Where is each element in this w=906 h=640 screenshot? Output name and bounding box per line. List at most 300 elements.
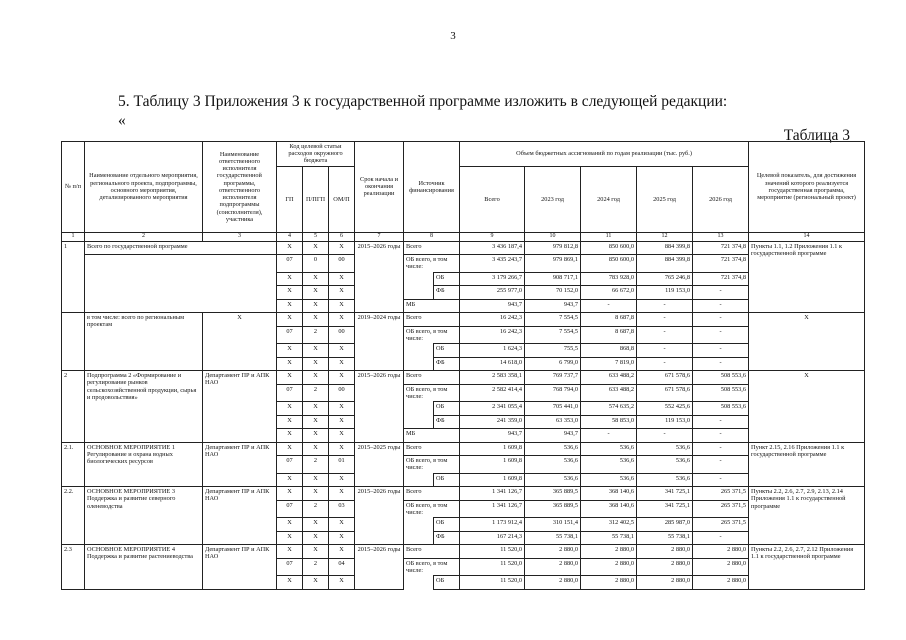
code-om: 00: [329, 326, 355, 343]
value-2024: 2 880,0: [581, 576, 637, 590]
source-indent: [404, 576, 434, 590]
value-total: 1 341 126,7: [460, 487, 525, 501]
code-gp: X: [277, 415, 303, 429]
value-2024: 536,6: [581, 473, 637, 487]
value-total: 167 214,3: [460, 531, 525, 545]
section-heading: 5. Таблицу 3 Приложения 3 к государственной программе изложить в следующей редакции:: [118, 93, 728, 110]
code-ppgp: X: [303, 545, 329, 559]
source: Всего: [404, 371, 460, 385]
value-2023: 70 152,0: [525, 286, 581, 300]
code-ppgp: X: [303, 531, 329, 545]
value-2023: 705 441,0: [525, 402, 581, 416]
code-ppgp: X: [303, 429, 329, 443]
value-2026: -: [693, 429, 749, 443]
source: ОБ всего, в том числе:: [404, 558, 460, 575]
code-gp: X: [277, 272, 303, 286]
row-period: 2015–2025 годы: [355, 442, 404, 486]
hdr-2023: 2023 год: [525, 166, 581, 232]
value-2026: 2 880,0: [693, 576, 749, 590]
table-row: [62, 371, 865, 385]
value-2024: 2 880,0: [581, 558, 637, 575]
value-2026: 721 374,8: [693, 241, 749, 255]
value-2023: 2 880,0: [525, 558, 581, 575]
value-total: 2 341 055,4: [460, 402, 525, 416]
code-gp: X: [277, 371, 303, 385]
value-2024: 2 880,0: [581, 545, 637, 559]
value-total: 241 359,0: [460, 415, 525, 429]
source: ОБ всего, в том числе:: [404, 456, 460, 473]
code-gp: X: [277, 344, 303, 358]
code-om: X: [329, 415, 355, 429]
source-sub: ФБ: [434, 357, 460, 371]
value-2025: -: [637, 357, 693, 371]
value-2024: 633 488,2: [581, 371, 637, 385]
source-indent: [404, 344, 434, 358]
code-ppgp: X: [303, 241, 329, 255]
value-2026: 2 880,0: [693, 545, 749, 559]
page-number: 3: [450, 30, 456, 42]
value-2025: 341 725,1: [637, 500, 693, 517]
row-name: Всего по государственной программе: [85, 241, 277, 255]
code-om: 01: [329, 456, 355, 473]
code-gp: X: [277, 576, 303, 590]
code-ppgp: 2: [303, 384, 329, 401]
value-total: 943,7: [460, 299, 525, 313]
value-total: 16 242,3: [460, 313, 525, 327]
row-name: ОСНОВНОЕ МЕРОПРИЯТИЕ 3 Поддержка и развитие северного оленеводства: [85, 487, 203, 545]
hdr-no: № п/п: [62, 142, 85, 233]
row-period: 2015–2026 годы: [355, 487, 404, 545]
value-total: 3 435 243,7: [460, 255, 525, 272]
code-om: 04: [329, 558, 355, 575]
row-target: Пункты 1.1, 1.2 Приложения 1.1 к государственной программе: [749, 241, 865, 312]
row-period: 2015–2026 годы: [355, 371, 404, 442]
row-number: 2.3: [62, 545, 85, 589]
code-gp: 07: [277, 326, 303, 343]
value-total: 1 609,8: [460, 456, 525, 473]
row-period: 2015–2026 годы: [355, 545, 404, 589]
value-2023: 310 151,4: [525, 518, 581, 532]
row-name: Подпрограмма 2 «Формирование и регулирование рынков сельскохозяйственной продукции, сырья и продовольствия»: [85, 371, 203, 442]
code-gp: X: [277, 357, 303, 371]
value-2025: 884 399,8: [637, 255, 693, 272]
source: МБ: [404, 429, 460, 443]
value-total: 3 436 187,4: [460, 241, 525, 255]
code-ppgp: X: [303, 357, 329, 371]
row-executor: Департамент ПР и АПК НАО: [203, 442, 277, 486]
value-2023: 943,7: [525, 429, 581, 443]
value-2023: 365 889,5: [525, 487, 581, 501]
code-gp: 07: [277, 558, 303, 575]
code-ppgp: X: [303, 487, 329, 501]
row-target: Пункты 2.2, 2.6, 2.7, 2.12 Приложения 1.1 к государственной программе: [749, 545, 865, 589]
source-sub: ФБ: [434, 415, 460, 429]
value-total: 3 179 266,7: [460, 272, 525, 286]
hdr-2024: 2024 год: [581, 166, 637, 232]
code-ppgp: X: [303, 518, 329, 532]
value-2026: 721 374,8: [693, 255, 749, 272]
value-2023: 6 799,0: [525, 357, 581, 371]
value-2023: 943,7: [525, 299, 581, 313]
value-2026: 2 880,0: [693, 558, 749, 575]
source: ОБ всего, в том числе:: [404, 326, 460, 343]
value-2024: 536,6: [581, 442, 637, 456]
source: ОБ всего, в том числе:: [404, 384, 460, 401]
col-number: 14: [749, 232, 865, 241]
hdr-total: Всего: [460, 166, 525, 232]
code-om: X: [329, 313, 355, 327]
value-2026: -: [693, 473, 749, 487]
value-2026: -: [693, 357, 749, 371]
value-2024: 312 402,5: [581, 518, 637, 532]
table-row: [62, 313, 865, 327]
code-om: X: [329, 344, 355, 358]
code-gp: X: [277, 487, 303, 501]
value-2024: 850 600,0: [581, 241, 637, 255]
value-2023: 2 880,0: [525, 576, 581, 590]
source-sub: ОБ: [434, 272, 460, 286]
open-quote: «: [118, 112, 126, 129]
col-number: 11: [581, 232, 637, 241]
table-row: [62, 487, 865, 501]
col-number: 7: [355, 232, 404, 241]
source: Всего: [404, 442, 460, 456]
value-2024: 536,6: [581, 456, 637, 473]
code-ppgp: 0: [303, 255, 329, 272]
source: Всего: [404, 487, 460, 501]
row-executor: Департамент ПР и АПК НАО: [203, 487, 277, 545]
source: МБ: [404, 299, 460, 313]
value-2024: 8 687,8: [581, 313, 637, 327]
value-2023: 755,5: [525, 344, 581, 358]
table-row: [62, 241, 865, 255]
value-2026: 508 553,6: [693, 371, 749, 385]
value-2026: -: [693, 456, 749, 473]
code-ppgp: 2: [303, 500, 329, 517]
col-number: 12: [637, 232, 693, 241]
row-target: Пункты 2.2, 2.6, 2.7, 2.9, 2.13, 2.14 Приложения 1.1 к государственной программе: [749, 487, 865, 545]
code-gp: X: [277, 442, 303, 456]
value-2023: 536,6: [525, 456, 581, 473]
value-2026: 721 374,8: [693, 272, 749, 286]
value-2025: 341 725,1: [637, 487, 693, 501]
value-2025: -: [637, 429, 693, 443]
code-ppgp: X: [303, 402, 329, 416]
hdr-source: Источник финансирования: [404, 142, 460, 233]
code-ppgp: X: [303, 286, 329, 300]
code-om: X: [329, 429, 355, 443]
value-2026: -: [693, 442, 749, 456]
source-indent: [404, 357, 434, 371]
value-2023: 908 717,1: [525, 272, 581, 286]
value-2024: 8 687,8: [581, 326, 637, 343]
col-number: 5: [303, 232, 329, 241]
code-om: X: [329, 286, 355, 300]
source-sub: ОБ: [434, 344, 460, 358]
code-om: X: [329, 299, 355, 313]
value-2023: 979 869,1: [525, 255, 581, 272]
value-total: 16 242,3: [460, 326, 525, 343]
value-2024: 7 819,0: [581, 357, 637, 371]
source-indent: [404, 415, 434, 429]
source-indent: [404, 272, 434, 286]
source-sub: ОБ: [434, 473, 460, 487]
value-2025: 536,6: [637, 442, 693, 456]
code-ppgp: X: [303, 415, 329, 429]
code-om: X: [329, 531, 355, 545]
value-2023: 536,6: [525, 473, 581, 487]
source: Всего: [404, 313, 460, 327]
source: ОБ всего, в том числе:: [404, 255, 460, 272]
value-2023: 63 353,0: [525, 415, 581, 429]
col-number: 13: [693, 232, 749, 241]
code-gp: 07: [277, 384, 303, 401]
value-2023: 2 880,0: [525, 545, 581, 559]
code-om: X: [329, 402, 355, 416]
value-total: 2 582 414,4: [460, 384, 525, 401]
value-2024: -: [581, 299, 637, 313]
value-2026: -: [693, 313, 749, 327]
table-row: [62, 255, 865, 272]
row-number: 2.1.: [62, 442, 85, 486]
code-om: X: [329, 518, 355, 532]
code-om: X: [329, 473, 355, 487]
col-number: 10: [525, 232, 581, 241]
row-name: ОСНОВНОЕ МЕРОПРИЯТИЕ 1 Регулирование и охрана водных биологических ресурсов: [85, 442, 203, 486]
code-om: X: [329, 371, 355, 385]
value-2024: 58 853,0: [581, 415, 637, 429]
row-number: 1: [62, 241, 85, 312]
hdr-period: Срок начала и окончания реализации: [355, 142, 404, 233]
source: Всего: [404, 241, 460, 255]
row-target: X: [749, 371, 865, 442]
value-2023: 7 554,5: [525, 313, 581, 327]
code-ppgp: 2: [303, 456, 329, 473]
col-number: 4: [277, 232, 303, 241]
code-om: 00: [329, 384, 355, 401]
code-ppgp: X: [303, 344, 329, 358]
code-gp: X: [277, 518, 303, 532]
value-total: 2 583 358,1: [460, 371, 525, 385]
value-2026: -: [693, 326, 749, 343]
code-gp: X: [277, 473, 303, 487]
value-2026: 265 371,5: [693, 487, 749, 501]
value-2025: 2 880,0: [637, 576, 693, 590]
col-number: 9: [460, 232, 525, 241]
value-total: 1 624,3: [460, 344, 525, 358]
value-2025: 55 738,1: [637, 531, 693, 545]
code-gp: X: [277, 286, 303, 300]
row-executor: Департамент ПР и АПК НАО: [203, 371, 277, 442]
value-2025: 285 987,0: [637, 518, 693, 532]
source-sub: ФБ: [434, 286, 460, 300]
code-gp: X: [277, 545, 303, 559]
value-2026: 265 371,5: [693, 518, 749, 532]
hdr-gp: ГП: [277, 166, 303, 232]
table-row: [62, 545, 865, 559]
value-total: 1 173 912,4: [460, 518, 525, 532]
value-2024: 66 672,0: [581, 286, 637, 300]
row-number: 2.2.: [62, 487, 85, 545]
row-number: 2: [62, 371, 85, 442]
col-number: 8: [404, 232, 460, 241]
row-target: Пункт 2.15, 2.16 Приложения 1.1 к государственной программе: [749, 442, 865, 486]
value-2026: -: [693, 299, 749, 313]
value-2025: -: [637, 313, 693, 327]
code-gp: X: [277, 241, 303, 255]
source-sub: ОБ: [434, 576, 460, 590]
value-2025: -: [637, 299, 693, 313]
row-period: 2015–2026 годы: [355, 241, 404, 312]
row-name: ОСНОВНОЕ МЕРОПРИЯТИЕ 4 Поддержка и развитие растениеводства: [85, 545, 203, 589]
value-total: 11 520,0: [460, 558, 525, 575]
value-total: 1 609,8: [460, 473, 525, 487]
value-total: 1 341 126,7: [460, 500, 525, 517]
source-indent: [404, 473, 434, 487]
code-gp: 07: [277, 500, 303, 517]
value-total: 943,7: [460, 429, 525, 443]
value-2025: 765 246,8: [637, 272, 693, 286]
hdr-om: ОМ/П: [329, 166, 355, 232]
hdr-ppgp: П/ПГП: [303, 166, 329, 232]
value-total: 255 977,0: [460, 286, 525, 300]
row-executor: X: [203, 313, 277, 371]
code-gp: 07: [277, 255, 303, 272]
code-gp: X: [277, 429, 303, 443]
value-2023: 769 737,7: [525, 371, 581, 385]
code-ppgp: 2: [303, 558, 329, 575]
code-om: 03: [329, 500, 355, 517]
code-ppgp: X: [303, 442, 329, 456]
row-period: 2019–2024 годы: [355, 313, 404, 371]
value-2023: 768 794,0: [525, 384, 581, 401]
code-om: X: [329, 545, 355, 559]
value-2024: 574 635,2: [581, 402, 637, 416]
col-number: 1: [62, 232, 85, 241]
code-gp: X: [277, 299, 303, 313]
code-om: X: [329, 241, 355, 255]
row-name: в том числе: всего по региональным проектам: [85, 313, 203, 371]
source-indent: [404, 531, 434, 545]
source-sub: ФБ: [434, 531, 460, 545]
table-body: [62, 241, 865, 589]
code-ppgp: X: [303, 576, 329, 590]
col-number: 3: [203, 232, 277, 241]
value-total: 11 520,0: [460, 545, 525, 559]
value-2025: 536,6: [637, 473, 693, 487]
value-total: 14 618,0: [460, 357, 525, 371]
col-number: 6: [329, 232, 355, 241]
source-indent: [404, 286, 434, 300]
code-ppgp: X: [303, 299, 329, 313]
code-ppgp: 2: [303, 326, 329, 343]
code-gp: X: [277, 531, 303, 545]
value-2025: 2 880,0: [637, 545, 693, 559]
value-2023: 365 889,5: [525, 500, 581, 517]
code-ppgp: X: [303, 371, 329, 385]
code-gp: 07: [277, 456, 303, 473]
value-2025: 671 578,6: [637, 371, 693, 385]
value-2025: -: [637, 344, 693, 358]
value-2026: -: [693, 286, 749, 300]
value-2023: 7 554,5: [525, 326, 581, 343]
value-2026: -: [693, 415, 749, 429]
source-indent: [404, 402, 434, 416]
source-sub: ОБ: [434, 518, 460, 532]
table-row: [62, 442, 865, 456]
value-2026: 508 553,6: [693, 384, 749, 401]
value-2025: 536,6: [637, 456, 693, 473]
row-number: [62, 313, 85, 371]
col-number: 2: [85, 232, 203, 241]
code-gp: X: [277, 402, 303, 416]
value-2024: -: [581, 429, 637, 443]
source-indent: [404, 518, 434, 532]
hdr-name: Наименование отдельного мероприятия, регионального проекта, подпрограммы, основного мероприятия, детализированного мероприятия: [85, 142, 203, 233]
value-2024: 783 928,0: [581, 272, 637, 286]
row-name-empty: [85, 255, 277, 313]
row-target: X: [749, 313, 865, 371]
value-2025: 119 153,0: [637, 415, 693, 429]
code-ppgp: X: [303, 313, 329, 327]
value-2026: 508 553,6: [693, 402, 749, 416]
value-2023: 979 812,8: [525, 241, 581, 255]
value-2024: 868,8: [581, 344, 637, 358]
hdr-code: Код целевой статьи расходов окружного бюджета: [277, 142, 355, 167]
value-2024: 55 738,1: [581, 531, 637, 545]
table-caption: Таблица 3: [783, 127, 850, 144]
code-ppgp: X: [303, 272, 329, 286]
code-om: X: [329, 357, 355, 371]
value-2026: -: [693, 531, 749, 545]
value-2025: -: [637, 326, 693, 343]
budget-table: [61, 141, 865, 590]
value-2025: 671 578,6: [637, 384, 693, 401]
row-executor: Департамент ПР и АПК НАО: [203, 545, 277, 589]
source-sub: ОБ: [434, 402, 460, 416]
value-2026: -: [693, 344, 749, 358]
value-2025: 2 880,0: [637, 558, 693, 575]
code-ppgp: X: [303, 473, 329, 487]
value-2025: 884 399,8: [637, 241, 693, 255]
value-total: 1 609,8: [460, 442, 525, 456]
value-2025: 119 153,0: [637, 286, 693, 300]
hdr-executor: Наименование ответственного исполнителя государственной программы, ответственного исполнителя подпрограммы (соисполнителя), участника: [203, 142, 277, 233]
hdr-2025: 2025 год: [637, 166, 693, 232]
code-om: X: [329, 576, 355, 590]
value-total: 11 520,0: [460, 576, 525, 590]
hdr-volume: Объем бюджетных ассигнований по годам реализации (тыс. руб.): [460, 142, 749, 167]
code-om: X: [329, 442, 355, 456]
code-om: X: [329, 272, 355, 286]
source: ОБ всего, в том числе:: [404, 500, 460, 517]
hdr-2026: 2026 год: [693, 166, 749, 232]
hdr-target: Целевой показатель, для достижения значений которого реализуется государственная программа, мероприятие (региональный проект): [749, 142, 865, 233]
value-2024: 368 140,6: [581, 500, 637, 517]
code-om: X: [329, 487, 355, 501]
value-2024: 368 140,6: [581, 487, 637, 501]
value-2025: 552 425,6: [637, 402, 693, 416]
value-2023: 536,6: [525, 442, 581, 456]
source: Всего: [404, 545, 460, 559]
value-2024: 850 600,0: [581, 255, 637, 272]
value-2026: 265 371,5: [693, 500, 749, 517]
code-om: 00: [329, 255, 355, 272]
code-gp: X: [277, 313, 303, 327]
value-2023: 55 738,1: [525, 531, 581, 545]
column-number-row: [62, 232, 865, 241]
value-2024: 633 488,2: [581, 384, 637, 401]
